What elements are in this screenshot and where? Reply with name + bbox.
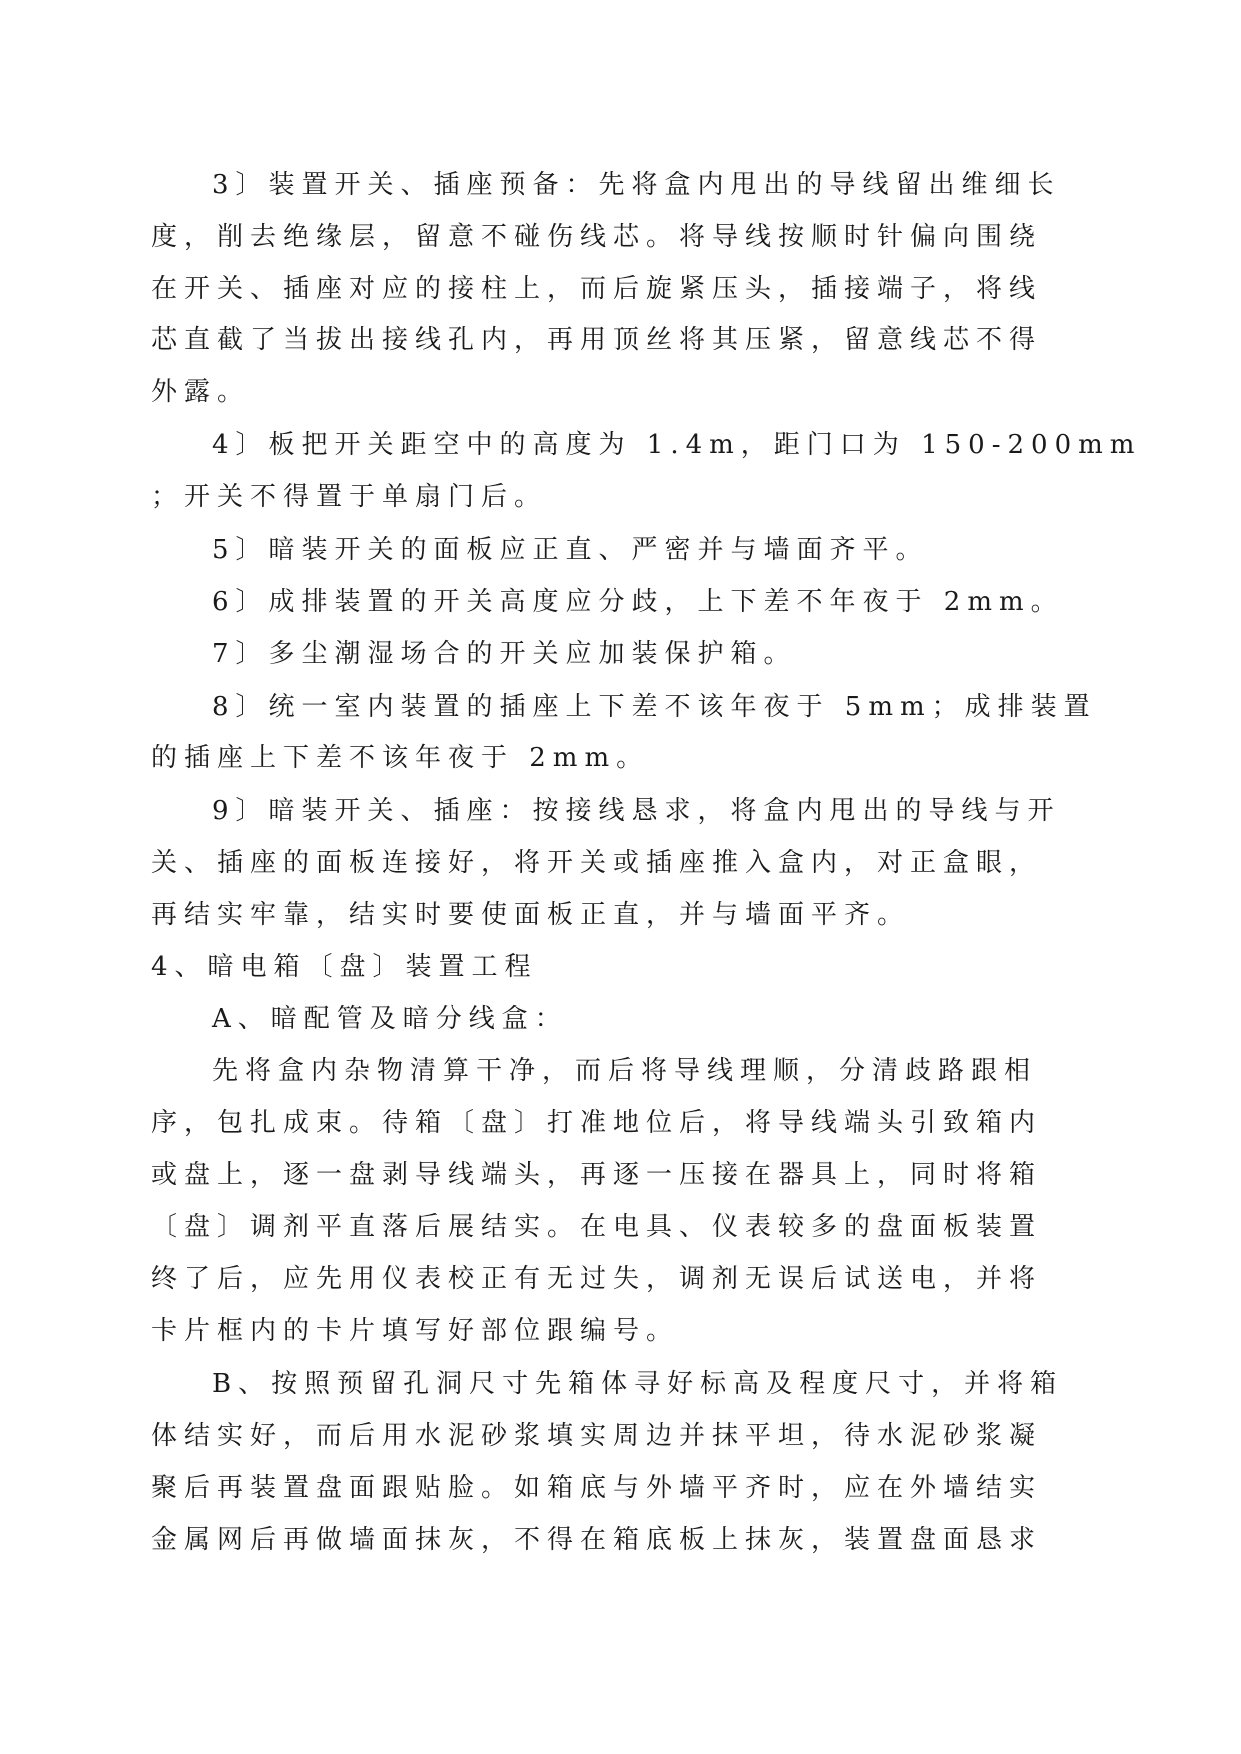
text-line: 7〕多尘潮湿场合的开关应加装保护箱。 [212, 639, 797, 669]
text-line: 9〕暗装开关、插座：按接线恳求，将盒内甩出的导线与开 [212, 796, 1061, 826]
text-line: 卡片框内的卡片填写好部位跟编号。 [151, 1316, 680, 1346]
text-line: 或盘上，逐一盘剥导线端头，再逐一压接在器具上，同时将箱 [151, 1160, 1043, 1190]
text-line: 在开关、插座对应的接柱上，而后旋紧压头，插接端子，将线 [151, 274, 1043, 304]
text-line: 的插座上下差不该年夜于 2mm。 [151, 743, 650, 773]
text-line: 3〕装置开关、插座预备：先将盒内甩出的导线留出维细长 [212, 170, 1061, 200]
text-line: 4〕板把开关距空中的高度为 1.4m，距门口为 150-200mm [212, 430, 1142, 460]
text-line: B、按照预留孔洞尺寸先箱体寻好标高及程度尺寸，并将箱 [212, 1369, 1064, 1399]
text-line: 金属网后再做墙面抹灰，不得在箱底板上抹灰，装置盘面恳求 [151, 1525, 1043, 1555]
text-line: 芯直截了当拔出接线孔内，再用顶丝将其压紧，留意线芯不得 [151, 325, 1043, 355]
text-line: 体结实好，而后用水泥砂浆填实周边并抹平坦，待水泥砂浆凝 [151, 1421, 1043, 1451]
text-line: 先将盒内杂物清算干净，而后将导线理顺，分清歧路跟相 [212, 1056, 1038, 1086]
text-line: ；开关不得置于单扇门后。 [151, 482, 548, 512]
section-heading: 4、暗电箱〔盘〕装置工程 [151, 952, 538, 982]
text-line: 关、插座的面板连接好，将开关或插座推入盒内，对正盒眼， [151, 848, 1043, 878]
text-line: 外露。 [151, 377, 251, 407]
text-line: 6〕成排装置的开关高度应分歧，上下差不年夜于 2mm。 [212, 587, 1064, 617]
text-line: 序，包扎成束。待箱〔盘〕打准地位后，将导线端头引致箱内 [151, 1108, 1043, 1138]
text-line: 度，削去绝缘层，留意不碰伤线芯。将导线按顺时针偏向围绕 [151, 222, 1043, 252]
text-line: 终了后，应先用仪表校正有无过失，调剂无误后试送电，并将 [151, 1264, 1043, 1294]
text-line: 5〕暗装开关的面板应正直、严密并与墙面齐平。 [212, 535, 929, 565]
subsection-heading: A、暗配管及暗分线盒： [212, 1004, 568, 1034]
text-line: 再结实牢靠，结实时要使面板正直，并与墙面平齐。 [151, 900, 911, 930]
text-line: 聚后再装置盘面跟贴脸。如箱底与外墙平齐时，应在外墙结实 [151, 1473, 1043, 1503]
text-line: 8〕统一室内装置的插座上下差不该年夜于 5mm；成排装置 [212, 692, 1097, 722]
text-line: 〔盘〕调剂平直落后展结实。在电具、仪表较多的盘面板装置 [151, 1212, 1043, 1242]
